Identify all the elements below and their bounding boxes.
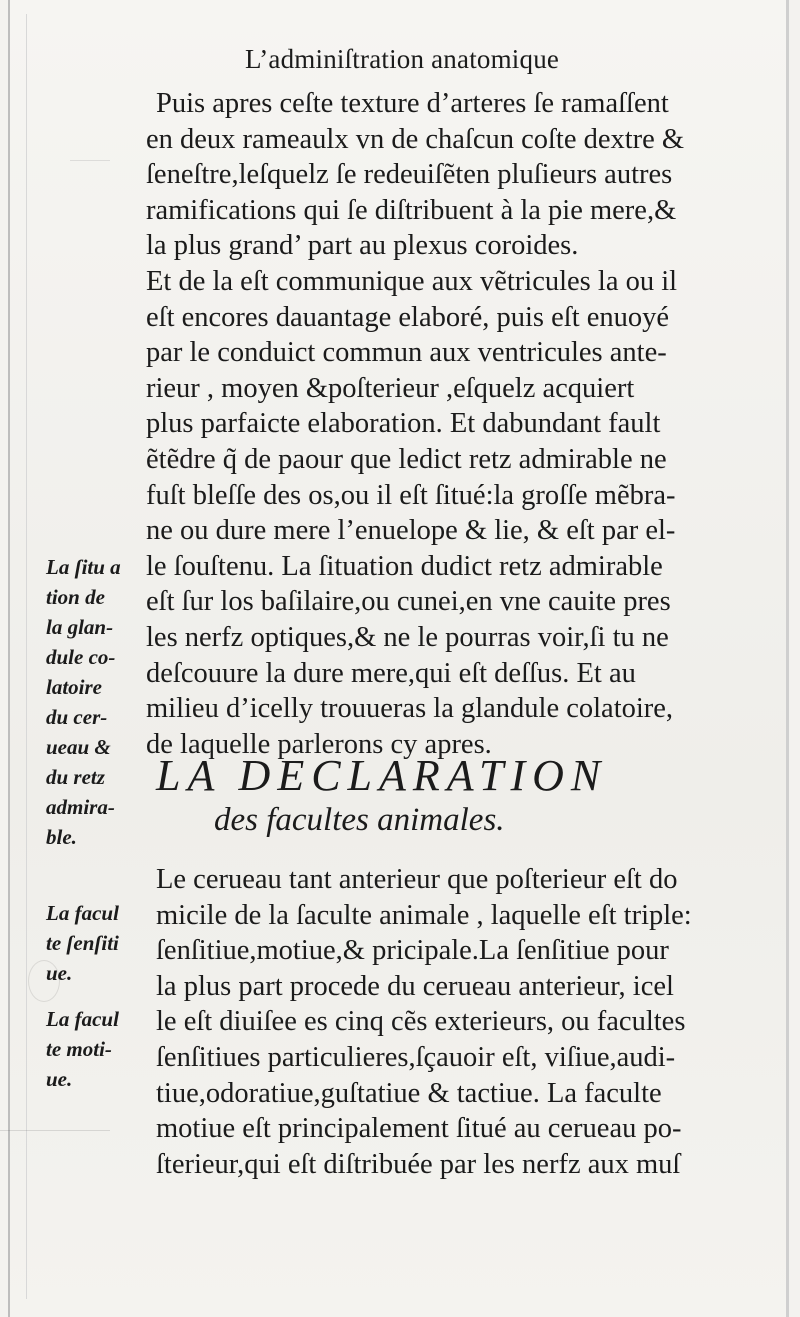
text-line: ſenſitiues particulieres,ſçauoir eſt, viſiue,audi-: [156, 1041, 676, 1073]
margin-note-line: ble.: [46, 825, 77, 849]
text-line: deſcouure la dure mere,qui eſt deſſus. Et au: [146, 657, 636, 689]
text-line: ſterieur,qui eſt diſtribuée par les nerfz aux muſ: [156, 1148, 681, 1180]
margin-note-line: admira-: [46, 795, 115, 819]
margin-note-line: ue.: [46, 1067, 73, 1091]
text-line: ne ou dure mere l’enuelope & lie, & eſt par el-: [146, 515, 676, 547]
text-line: Puis apres ceſte texture d’arteres ſe ramaſſent: [156, 88, 669, 119]
text-line: le eſt diuiſee es cinq cẽs exterieurs, ou facultes: [156, 1006, 686, 1038]
margin-note-line: ueau &: [46, 735, 111, 759]
text-line: rieur , moyen &poſterieur ,eſquelz acquiert: [146, 372, 635, 404]
text-line: eſt encores dauantage elaboré, puis eſt enuoyé: [146, 301, 670, 333]
text-line: tiue,odoratiue,guſtatiue & tactiue. La faculte: [156, 1077, 662, 1109]
margin-note-line: La ſitu a: [46, 555, 121, 579]
margin-note-line: latoire: [46, 675, 102, 699]
text-line: fuſt bleſſe des os,ou il eſt ſitué:la groſſe mẽbra-: [146, 479, 676, 511]
heading-main: LA DECLARATION: [156, 751, 608, 800]
margin-note-motive: [46, 1004, 156, 1094]
bleed-through-mark: [70, 130, 110, 161]
margin-note-line: La facul: [46, 901, 119, 925]
text-line: plus parfaicte elaboration. Et dabundant fault: [146, 408, 661, 440]
body-paragraph-2: [156, 862, 766, 1182]
text-line: en deux rameaulx vn de chaſcun coſte dextre &: [146, 123, 685, 155]
margin-note-line: ue.: [46, 961, 73, 985]
text-line: les nerfz optiques,& ne le pourras voir,ſi tu ne: [146, 621, 669, 653]
text-line: micile de la ſaculte animale , laquelle eſt triple:: [156, 899, 692, 931]
margin-note-line: du cer-: [46, 705, 108, 729]
margin-note-line: La facul: [46, 1007, 119, 1031]
text-line: le ſouſtenu. La ſituation dudict retz admirable: [146, 550, 663, 582]
text-line: la plus part procede du cerueau anterieur, icel: [156, 970, 674, 1002]
text-line: Le cerueau tant anterieur que poſterieur eſt do: [156, 864, 678, 895]
running-title: L’adminiſtration anatomique: [245, 44, 560, 74]
text-line: ramifications qui ſe diſtribuent à la pie mere,&: [146, 194, 677, 226]
margin-note-line: tion de: [46, 585, 105, 609]
text-line: ſeneſtre,leſquelz ſe redeuiſẽten pluſieurs autres: [146, 159, 673, 191]
margin-note-line: te ſenſiti: [46, 931, 119, 955]
text-line: eſt ſur los baſilaire,ou cunei,en vne cauite pres: [146, 586, 671, 618]
margin-note-line: te moti-: [46, 1037, 112, 1061]
text-line: de laquelle parlerons cy apres.: [146, 728, 492, 760]
text-line: ſenſitiue,motiue,& pricipale.La ſenſitiue pour: [156, 935, 669, 967]
margin-note-situation: [46, 552, 156, 852]
margin-note-line: du retz: [46, 765, 105, 789]
text-line: Et de la eſt communique aux vẽtricules la ou il: [146, 265, 678, 297]
margin-note-line: dule co-: [46, 645, 116, 669]
heading-sub: des facultes animales.: [214, 802, 505, 838]
margin-note-sensitive: [46, 898, 156, 988]
margin-note-line: la glan-: [46, 615, 114, 639]
text-line: ẽtẽdre q̃ de paour que ledict retz admirable ne: [146, 443, 667, 475]
text-line: milieu d’icelly trouueras la glandule colatoire,: [146, 693, 674, 725]
text-line: la plus grand’ part au plexus coroides.: [146, 230, 579, 262]
text-line: motiue eſt principalement ſitué au cerueau po-: [156, 1113, 682, 1145]
section-heading: [156, 752, 766, 840]
body-paragraph: [146, 86, 764, 762]
text-line: par le conduict commun aux ventricules ante-: [146, 337, 667, 369]
bleed-through-mark: [0, 1130, 110, 1171]
